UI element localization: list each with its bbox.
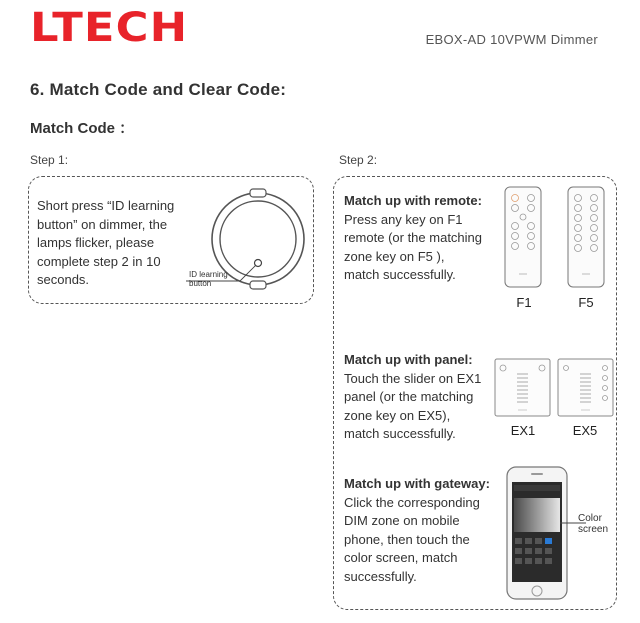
step1-line: lamps flicker, please: [37, 235, 155, 250]
id-label-line: button: [189, 279, 212, 288]
remote-line: zone key on F5 ),: [344, 248, 445, 264]
step2-label: Step 2:: [339, 153, 378, 167]
remote-f5-body: [568, 187, 604, 287]
remote-f5-illustration: [567, 186, 607, 292]
ltech-logo: LTECH: [30, 5, 189, 51]
color-screen-callout: [578, 513, 608, 535]
panel-line: Touch the slider on EX1: [344, 370, 482, 386]
remote-line: remote (or the matching: [344, 230, 483, 245]
panel-line: zone key on EX5),: [344, 407, 451, 423]
subsection-title: Match Code ：: [30, 120, 135, 137]
remote-f1-illustration: [504, 186, 544, 292]
remote-title: Match up with remote:: [344, 193, 482, 208]
step1-label: Step 1:: [30, 153, 69, 167]
gateway-line: color screen, match: [344, 550, 458, 565]
caption-f1: F1: [516, 295, 532, 310]
gateway-title: Match up with gateway:: [344, 476, 490, 491]
id-learning-button-label: [189, 270, 228, 288]
caption-f5: F5: [578, 295, 594, 310]
callout-line: screen: [578, 524, 609, 535]
gateway-line: DIM zone on mobile: [344, 513, 460, 528]
section-title: 6. Match Code and Clear Code:: [30, 80, 287, 99]
panel-ex5-body: [558, 359, 613, 416]
gateway-line: phone, then touch the: [344, 531, 470, 547]
panel-ex5-illustration: [557, 358, 615, 418]
step1-text: [37, 197, 174, 290]
remote-instructions: [344, 192, 482, 285]
color-screen: [514, 498, 560, 532]
id-label-line: ID learning: [189, 270, 228, 279]
step1-line: Short press “ID learning: [37, 198, 175, 213]
document-title: EBOX-AD 10VPWM Dimmer: [425, 32, 598, 47]
gateway-line: Click the corresponding: [344, 494, 480, 510]
remote-f1-body: [505, 187, 541, 287]
panel-title: Match up with panel:: [344, 352, 473, 367]
dimmer-bottom-notch: [250, 281, 266, 289]
mobile-phone-illustration: [506, 466, 568, 602]
remote-line: Press any key on F1: [344, 211, 463, 227]
step1-line: seconds.: [37, 272, 90, 287]
panel-ex1-body: [495, 359, 550, 416]
gateway-line: successfully.: [344, 568, 417, 584]
caption-ex5: EX5: [572, 423, 598, 438]
caption-ex1: EX1: [510, 423, 536, 438]
step1-line: complete step 2 in 10: [37, 253, 161, 269]
panel-instructions: [344, 351, 481, 444]
panel-line: match successfully.: [344, 426, 456, 441]
dimmer-inner-ring: [220, 201, 296, 277]
gateway-instructions: [344, 475, 490, 586]
step1-line: button” on dimmer, the: [37, 216, 168, 232]
dimmer-top-notch: [250, 189, 266, 197]
panel-ex1-illustration: [494, 358, 552, 418]
panel-line: panel (or the matching: [344, 389, 474, 404]
callout-line: Color: [578, 513, 602, 524]
remote-line: match successfully.: [344, 267, 456, 282]
